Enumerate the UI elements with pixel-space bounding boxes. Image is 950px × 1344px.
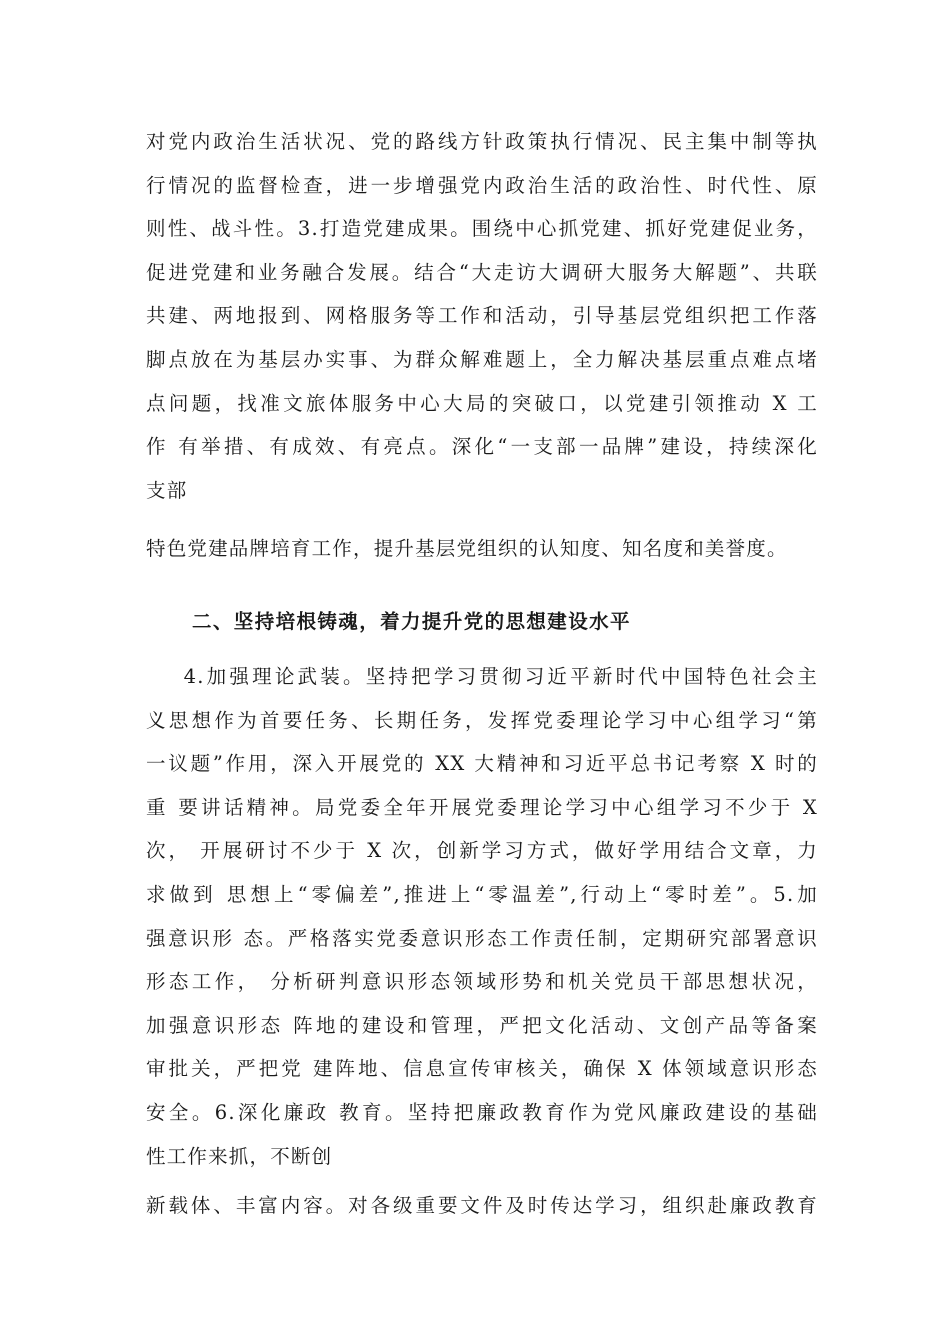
text-line: 则性、战斗性。3.打造党建成果。围绕中心抓党建、抓好党建促业务， — [146, 217, 818, 241]
text-line: 审批关，严把党 建阵地、信息宣传审核关，确保 X 体领域意识形态 — [146, 1057, 818, 1081]
text-line: 求做到 思想上“零偏差”,推进上“零温差”,行动上“零时差”。5.加 — [146, 882, 818, 906]
text-line: 特色党建品牌培育工作，提升基层党组织的认知度、知名度和美誉度。 — [146, 537, 788, 560]
text-line: 义思想作为首要任务、长期任务，发挥党委理论学习中心组学习“第 — [146, 708, 818, 732]
text-line: 行情况的监督检查，进一步增强党内政治生活的政治性、时代性、原 — [146, 173, 818, 197]
paragraph-theory-study — [146, 655, 818, 1178]
text-line: 次， 开展研讨不少于 X 次，创新学习方式，做好学用结合文章，力 — [146, 839, 818, 863]
text-line: 共建、两地报到、网格服务等工作和活动，引导基层党组织把工作落 — [146, 304, 818, 328]
section-heading: 二、坚持培根铸魂，着力提升党的思想建设水平 — [192, 610, 631, 633]
text-line: 脚点放在为基层办实事、为群众解难题上，全力解决基层重点难点堵 — [146, 347, 818, 371]
text-line: 安全。6.深化廉政 教育。坚持把廉政教育作为党风廉政建设的基础 — [146, 1100, 818, 1124]
text-line: 加强意识形态 阵地的建设和管理，严把文化活动、文创产品等备案 — [146, 1013, 818, 1037]
text-line: 重 要讲话精神。局党委全年开展党委理论学习中心组学习不少于 X — [146, 795, 818, 819]
paragraph-brand-cultivation — [146, 527, 818, 571]
text-line: 作 有举措、有成效、有亮点。深化“一支部一品牌”建设，持续深化 — [146, 435, 818, 459]
paragraph-supervision — [146, 120, 818, 512]
text-line: 促进党建和业务融合发展。结合“大走访大调研大服务大解题”、共联 — [146, 260, 818, 284]
text-line: 强意识形 态。严格落实党委意识形态工作责任制，定期研究部署意识 — [146, 926, 818, 950]
text-line: 支部 — [146, 478, 188, 502]
text-line: 一议题”作用，深入开展党的 XX 大精神和习近平总书记考察 X 时的 — [146, 752, 818, 776]
text-line: 性工作来抓，不断创 — [146, 1144, 333, 1168]
text-line: 形态工作， 分析研判意识形态领域形势和机关党员干部思想状况， — [146, 970, 818, 994]
paragraph-new-carriers — [146, 1184, 818, 1228]
text-line: 点问题，找准文旅体服务中心大局的突破口，以党建引领推动 X 工 — [146, 391, 818, 415]
text-line: 新载体、丰富内容。对各级重要文件及时传达学习，组织赴廉政教育 — [146, 1194, 818, 1217]
text-line: 对党内政治生活状况、党的路线方针政策执行情况、民主集中制等执 — [146, 130, 818, 153]
text-line: 4.加强理论武装。坚持把学习贯彻习近平新时代中国特色社会主 — [146, 665, 818, 688]
